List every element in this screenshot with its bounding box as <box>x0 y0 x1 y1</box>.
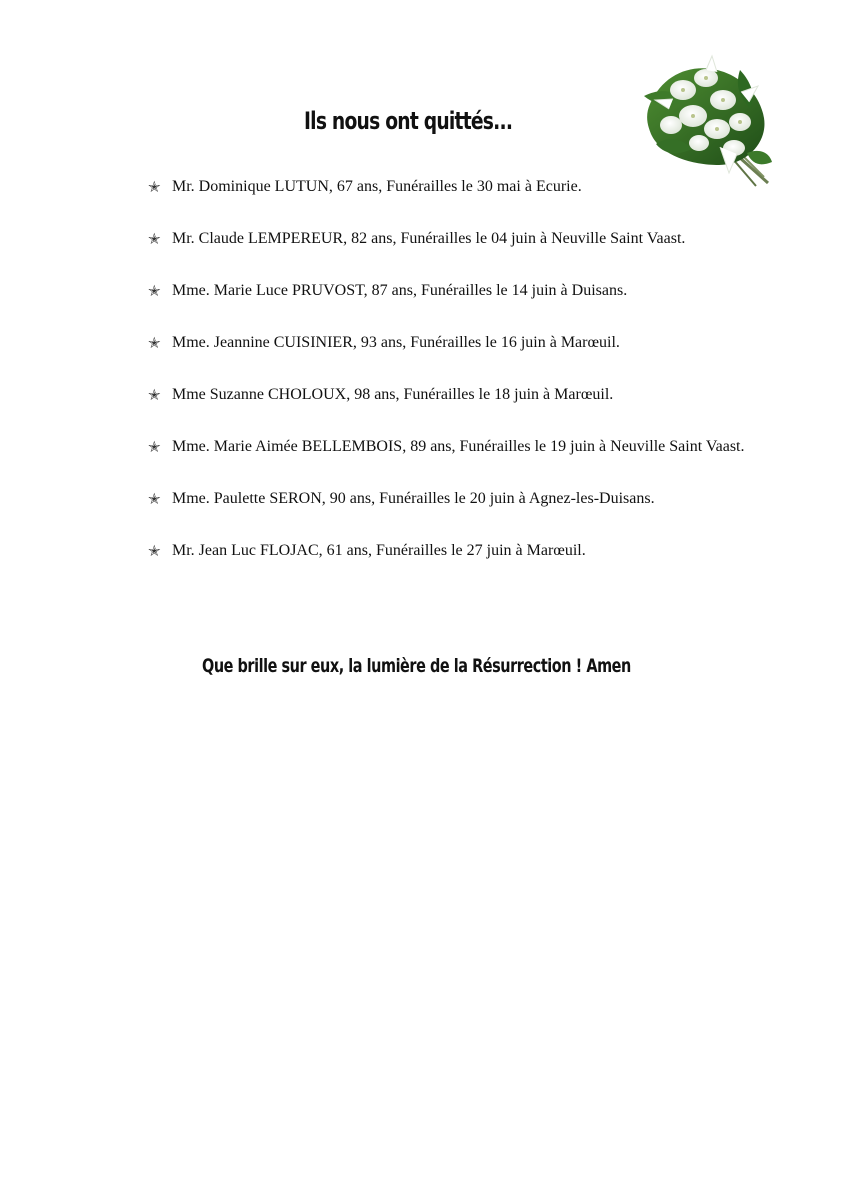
star-icon: ✭ <box>148 490 161 508</box>
star-icon: ✭ <box>148 542 161 560</box>
obituary-entry <box>148 177 808 229</box>
star-icon: ✭ <box>148 386 161 404</box>
star-icon: ✭ <box>148 282 161 300</box>
obituary-entry-text: Mr. Dominique LUTUN, 67 ans, Funérailles le 30 mai à Ecurie. <box>172 178 582 195</box>
obituary-entry <box>148 541 808 593</box>
obituary-entry-text: Mme. Marie Aimée BELLEMBOIS, 89 ans, Funérailles le 19 juin à Neuville Saint Vaast. <box>172 438 745 455</box>
page-title: Ils nous ont quittés... <box>304 107 513 135</box>
obituary-entry <box>148 333 808 385</box>
obituary-entry-text: Mme. Paulette SERON, 90 ans, Funérailles le 20 juin à Agnez-les-Duisans. <box>172 490 655 507</box>
obituary-entry <box>148 437 808 489</box>
flower-bouquet-icon <box>638 52 774 188</box>
obituary-list <box>148 177 808 593</box>
obituary-entry <box>148 385 808 437</box>
obituary-entry-text: Mme. Marie Luce PRUVOST, 87 ans, Funérailles le 14 juin à Duisans. <box>172 282 628 299</box>
obituary-entry-text: Mr. Claude LEMPEREUR, 82 ans, Funérailles le 04 juin à Neuville Saint Vaast. <box>172 230 686 247</box>
star-icon: ✭ <box>148 230 161 248</box>
obituary-entry-text: Mr. Jean Luc FLOJAC, 61 ans, Funérailles le 27 juin à Marœuil. <box>172 542 586 559</box>
obituary-entry <box>148 229 808 281</box>
star-icon: ✭ <box>148 438 161 456</box>
star-icon: ✭ <box>148 334 161 352</box>
obituary-entry <box>148 489 808 541</box>
obituary-entry-text: Mme. Jeannine CUISINIER, 93 ans, Funérailles le 16 juin à Marœuil. <box>172 334 620 351</box>
obituary-entry <box>148 281 808 333</box>
obituary-entry-text: Mme Suzanne CHOLOUX, 98 ans, Funérailles le 18 juin à Marœuil. <box>172 386 614 403</box>
star-icon: ✭ <box>148 178 161 196</box>
closing-prayer: Que brille sur eux, la lumière de la Résurrection ! Amen <box>202 655 631 677</box>
